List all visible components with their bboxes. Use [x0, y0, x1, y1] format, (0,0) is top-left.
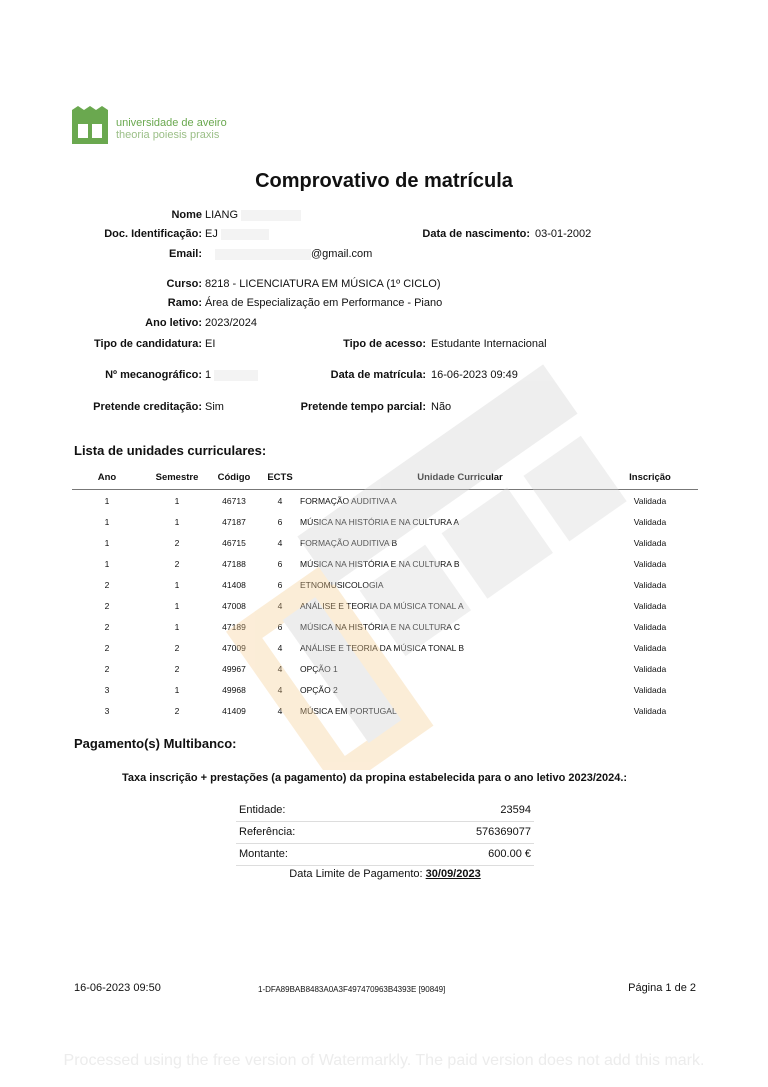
table-row: [72, 490, 698, 511]
referencia-row: [236, 822, 534, 844]
candidatura-value: EI: [205, 338, 216, 350]
table-row: [72, 553, 698, 574]
units-table-body: [72, 490, 698, 721]
curso-label: Curso:: [166, 278, 202, 290]
creditacao-label: Pretende creditação:: [93, 401, 202, 413]
logo-text: [116, 117, 227, 141]
cell-ano: 1: [104, 517, 110, 527]
cell-inscricao: Validada: [633, 664, 667, 674]
cell-codigo: 41408: [222, 580, 246, 590]
tempo-parcial-value: Não: [431, 401, 452, 413]
ramo-value: Área de Especialização em Performance - Piano: [205, 297, 443, 309]
cell-ects: 4: [277, 601, 283, 611]
matricula-label: Data de matrícula:: [330, 369, 426, 381]
matricula-value: 16-06-2023 09:49: [431, 369, 518, 381]
cell-uc: MÚSICA NA HISTÓRIA E NA CULTURA C: [300, 622, 460, 632]
cell-ects: 4: [277, 664, 283, 674]
cell-ects: 4: [277, 706, 283, 716]
header-ects: ECTS: [267, 472, 293, 483]
cell-semestre: 1: [174, 496, 180, 506]
cell-ano: 2: [104, 580, 110, 590]
cell-uc: FORMAÇÃO AUDITIVA B: [300, 538, 398, 548]
cell-uc: MÚSICA NA HISTÓRIA E NA CULTURA A: [300, 517, 460, 527]
cell-ects: 4: [277, 538, 283, 548]
cell-ano: 2: [104, 664, 110, 674]
cell-ects: 6: [277, 580, 283, 590]
cell-semestre: 1: [174, 580, 180, 590]
mecanografico-label: Nº mecanográfico:: [105, 369, 202, 381]
email-text: @gmail.com: [311, 248, 373, 260]
cell-ects: 4: [277, 643, 283, 653]
doc-text: EJ: [205, 228, 218, 240]
cell-codigo: 47009: [222, 643, 246, 653]
cell-inscricao: Validada: [633, 538, 667, 548]
cell-semestre: 2: [174, 664, 180, 674]
table-row: [72, 595, 698, 616]
cell-inscricao: Validada: [633, 559, 667, 569]
header-codigo: Código: [217, 472, 251, 483]
cell-inscricao: Validada: [633, 517, 667, 527]
ano-letivo-value: 2023/2024: [205, 317, 257, 329]
mecanografico-text: 1: [205, 369, 212, 381]
table-row: [72, 574, 698, 595]
nome-value: [205, 209, 301, 221]
payment-deadline: [236, 868, 534, 880]
nascimento-value: 03-01-2002: [535, 228, 592, 240]
cell-inscricao: Validada: [633, 643, 667, 653]
payment-details: [236, 800, 534, 866]
entidade-row: [236, 800, 534, 822]
cell-ano: 3: [104, 685, 110, 695]
cell-uc: MÚSICA NA HISTÓRIA E NA CULTURA B: [300, 559, 460, 569]
nascimento-label: Data de nascimento:: [422, 228, 530, 240]
cell-semestre: 1: [174, 622, 180, 632]
curso-value: 8218 - LICENCIATURA EM MÚSICA (1º CICLO): [205, 278, 441, 290]
footer-timestamp: 16-06-2023 09:50: [74, 982, 161, 994]
redaction-box: [215, 249, 311, 260]
bottom-watermark: Processed using the free version of Watermarkly. The paid version does not add this mark.: [63, 1052, 705, 1069]
cell-ects: 6: [277, 559, 283, 569]
cell-semestre: 1: [174, 517, 180, 527]
header-semestre: Semestre: [155, 472, 199, 483]
cell-semestre: 2: [174, 706, 180, 716]
payment-heading: Pagamento(s) Multibanco:: [74, 736, 237, 751]
creditacao-value: Sim: [205, 401, 224, 413]
montante-label: Montante:: [239, 848, 288, 860]
candidatura-label: Tipo de candidatura:: [94, 338, 202, 350]
cell-ano: 2: [104, 622, 110, 632]
units-table: [72, 469, 698, 721]
cell-ano: 1: [104, 559, 110, 569]
logo-line-1: universidade de aveiro: [116, 117, 227, 129]
email-value: [215, 248, 372, 260]
cell-ects: 4: [277, 496, 283, 506]
cell-inscricao: Validada: [633, 685, 667, 695]
nome-text: LIANG: [205, 209, 239, 221]
acesso-label: Tipo de acesso:: [343, 338, 426, 350]
table-row: [72, 658, 698, 679]
cell-ano: 1: [104, 538, 110, 548]
cell-uc: FORMAÇÃO AUDITIVA A: [300, 496, 397, 506]
cell-inscricao: Validada: [633, 601, 667, 611]
table-row: [72, 511, 698, 532]
acesso-value: Estudante Internacional: [431, 338, 547, 350]
table-row: [72, 679, 698, 700]
cell-uc: OPÇÃO 2: [300, 685, 338, 695]
cell-ano: 1: [104, 496, 110, 506]
cell-inscricao: Validada: [633, 706, 667, 716]
document-title: Comprovativo de matrícula: [255, 170, 513, 192]
cell-semestre: 1: [174, 685, 180, 695]
cell-codigo: 47189: [222, 622, 246, 632]
cell-semestre: 2: [174, 559, 180, 569]
ramo-label: Ramo:: [167, 297, 202, 309]
cell-inscricao: Validada: [633, 496, 667, 506]
table-row: [72, 637, 698, 658]
cell-ects: 6: [277, 517, 283, 527]
cell-uc: ANÁLISE E TEORIA DA MÚSICA TONAL B: [300, 643, 465, 653]
header-unidade-curricular: Unidade Curricular: [417, 472, 503, 483]
header-inscricao: Inscrição: [629, 472, 671, 483]
doc-value: [205, 228, 269, 240]
redaction-box: [221, 229, 269, 240]
cell-uc: MÚSICA EM PORTUGAL: [300, 706, 397, 716]
montante-row: [236, 844, 534, 866]
units-table-header: [72, 469, 698, 490]
university-logo: [70, 104, 110, 146]
tempo-parcial-label: Pretende tempo parcial:: [300, 401, 426, 413]
logo-line-2: theoria poiesis praxis: [116, 129, 220, 141]
referencia-value: 576369077: [475, 826, 531, 838]
ano-letivo-label: Ano letivo:: [145, 317, 202, 329]
table-row: [72, 700, 698, 721]
cell-codigo: 47187: [222, 517, 246, 527]
units-heading: Lista de unidades curriculares:: [74, 443, 267, 458]
cell-ano: 2: [104, 601, 110, 611]
montante-value: 600.00 €: [488, 848, 531, 860]
referencia-label: Referência:: [239, 826, 296, 838]
redaction-box: [241, 210, 301, 221]
cell-codigo: 49967: [222, 664, 246, 674]
cell-uc: OPÇÃO 1: [300, 664, 338, 674]
table-row: [72, 616, 698, 637]
cell-inscricao: Validada: [633, 580, 667, 590]
cell-ects: 4: [277, 685, 283, 695]
redaction-box: [214, 370, 258, 381]
cell-codigo: 46713: [222, 496, 246, 506]
table-row: [72, 532, 698, 553]
cell-ano: 3: [104, 706, 110, 716]
payment-description: Taxa inscrição + prestações (a pagamento) da propina estabelecida para o ano letivo 2023/2024.:: [122, 772, 628, 784]
entidade-label: Entidade:: [239, 804, 286, 816]
cell-ano: 2: [104, 643, 110, 653]
doc-label: Doc. Identificação:: [104, 228, 202, 240]
cell-codigo: 47188: [222, 559, 246, 569]
cell-inscricao: Validada: [633, 622, 667, 632]
cell-codigo: 46715: [222, 538, 246, 548]
footer-page-number: Página 1 de 2: [628, 982, 696, 994]
cell-codigo: 47008: [222, 601, 246, 611]
email-label: Email:: [168, 248, 202, 260]
footer-hash: 1-DFA89BAB8483A0A3F497470963B4393E [90849]: [258, 985, 446, 994]
entidade-value: 23594: [500, 804, 531, 816]
mecanografico-value: [205, 369, 258, 381]
header-ano: Ano: [97, 472, 117, 483]
cell-codigo: 41409: [222, 706, 246, 716]
cell-ects: 6: [277, 622, 283, 632]
cell-uc: ETNOMUSICOLOGIA: [300, 580, 384, 590]
nome-label: Nome: [171, 209, 202, 221]
deadline-label: Data Limite de Pagamento:: [289, 868, 423, 880]
cell-semestre: 2: [174, 538, 180, 548]
deadline-value: 30/09/2023: [425, 868, 481, 880]
cell-semestre: 1: [174, 601, 180, 611]
cell-codigo: 49968: [222, 685, 246, 695]
cell-uc: ANÁLISE E TEORIA DA MÚSICA TONAL A: [300, 601, 464, 611]
cell-semestre: 2: [174, 643, 180, 653]
